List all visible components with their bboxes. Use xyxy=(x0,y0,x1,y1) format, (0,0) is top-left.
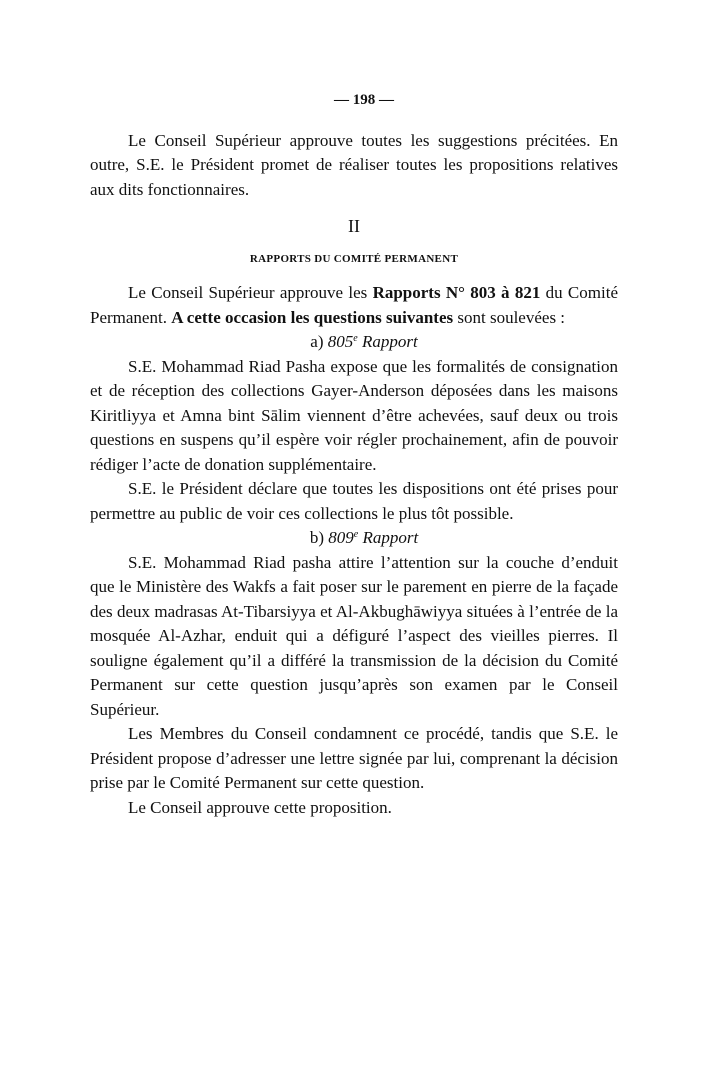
subsection-b-paragraph: S.E. Mohammad Riad pasha attire l’attention sur la couche d’enduit que le Ministère des Wakfs a fait poser sur le parement en pierre de la façade des deux madrasas At-Tibarsiyya et Al-Akbughāwiyya situées à l’entrée de la mosquée Al-Azhar, enduit qui a défiguré l’aspect des vieilles pierres. Il souligne également qu’il a différé la transmission de la décision du Comité Permanent sur cette question jusqu’après son examen par le Conseil Supérieur. xyxy=(90,552,618,719)
subsection-b-paragraph: Les Membres du Conseil condamnent ce procédé, tandis que S.E. le Président propose d’adresser une lettre signée par lui, comprenant la décision prise par le Comité Permanent sur cette question. xyxy=(90,724,618,792)
intro-text-b: Conseil Supérieur approuve toutes les suggestions précitées. En outre, S.E. le Président promet de réaliser toutes les propositions relatives aux dits fonctionnaires. xyxy=(90,130,618,199)
intro-paragraph xyxy=(90,129,618,203)
section-intro-paragraph xyxy=(90,281,618,330)
section-intro-c: sont soulevées : xyxy=(453,307,566,327)
subsection-a-paragraph: S.E. Mohammad Riad Pasha expose que les formalités de consignation et de réception des collections Gayer-Anderson déposées dans les maisons Kiritliyya et Amna bint Sālim viennent d’être achevées, sauf deux ou trois questions en suspens qu’il espère voir régler prochainement, afin de pouvoir rédiger l’acte de donation supplémentaire. xyxy=(90,356,618,474)
subsection-a-number: 805 xyxy=(327,332,354,351)
section-intro-a: Le Conseil Supérieur approuve les xyxy=(128,283,373,302)
subsection-b-number: 809 xyxy=(328,528,354,547)
section-heading: RAPPORTS DU COMITÉ PERMANENT xyxy=(249,252,459,265)
subsection-a-paragraph: S.E. le Président déclare que toutes les dispositions ont été prises pour permettre au public de voir ces collections le plus tôt possible. xyxy=(90,479,618,523)
subsection-b-label: b) xyxy=(309,528,329,547)
subsection-a-label: a) xyxy=(310,332,328,351)
page-number: — 198 — xyxy=(334,92,394,108)
section-number: II xyxy=(348,216,360,236)
subsection-b-heading xyxy=(90,526,618,551)
subsection-b-title: Rapport xyxy=(358,528,419,547)
subsection-a-suffix: e xyxy=(353,333,358,344)
document-page xyxy=(90,88,618,820)
section-intro-bold: Rapports N° 803 à 821 xyxy=(372,283,541,302)
subsection-a-heading xyxy=(90,330,618,355)
subsection-b-paragraph: Le Conseil approuve cette proposition. xyxy=(128,797,392,817)
intro-text-a: Le xyxy=(128,130,155,150)
subsection-a-title: Rapport xyxy=(357,332,418,351)
section-intro-b: du Comité Permanent. xyxy=(90,283,618,327)
subsection-b-suffix: e xyxy=(353,529,359,540)
section-intro-bold2: A cette occasion les questions suivantes xyxy=(171,307,454,327)
